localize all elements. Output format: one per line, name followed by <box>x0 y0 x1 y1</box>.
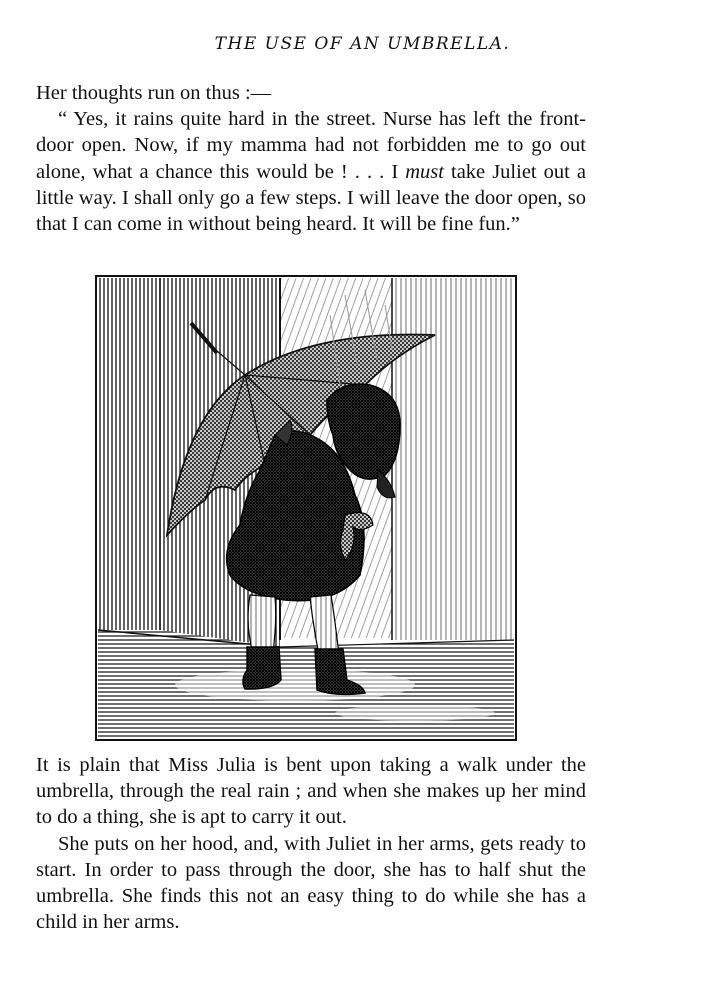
paragraph-thoughts <box>36 106 586 237</box>
paragraph-hood: She puts on her hood, and, with Juliet in her arms, gets ready to start. In order to pass through the door, she has to half shut the umbrella. She finds this not an easy thing to do while she has a child in her arms. <box>36 832 586 934</box>
emphasis-must: must <box>405 160 444 183</box>
paragraph-julia-walk: It is plain that Miss Julia is bent upon taking a walk under the umbrella, through the real rain ; and when she makes up her mind to do a thing, she is apt to carry it out. <box>36 754 586 829</box>
engraving-girl-with-umbrella <box>95 275 517 741</box>
running-title: THE USE OF AN UMBRELLA. <box>214 34 511 54</box>
top-text-block <box>36 80 586 237</box>
thoughts-text-end: take Juliet out a little way. I shall only go a few steps. I will leave the door open, so that I can come in without being heard. It will be fine fun.” <box>36 160 587 236</box>
bottom-text-block <box>36 752 586 935</box>
thoughts-text-start: “ Yes, it rains quite hard in the street. Nurse has left the front-door open. Now, if my mamma had not forbidden me to go out alone, what a chance this would be ! . . . I <box>36 108 586 183</box>
paragraph-intro: Her thoughts run on thus :— <box>36 82 272 104</box>
